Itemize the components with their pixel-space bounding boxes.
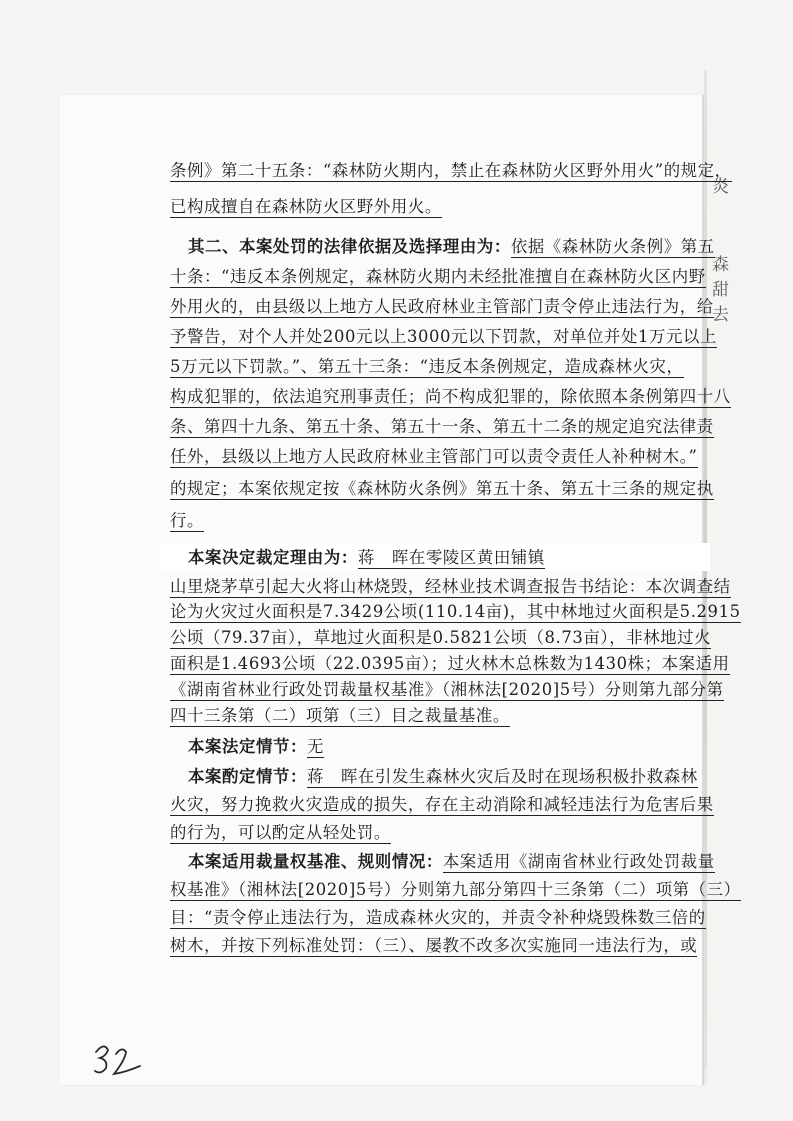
section-heading-discretion-standard [188, 851, 715, 873]
text-line: 公顷（79.37亩），草地过火面积是0.5821公顷（8.73亩），非林地过火 [170, 628, 712, 647]
text-line: 条例》第二十五条：“森林防火期内，禁止在森林防火区野外用火”的规定， [170, 161, 732, 180]
adjacent-char: 去 [712, 305, 729, 325]
section-heading-legal-basis [188, 236, 715, 258]
adjacent-char: 甜 [712, 280, 729, 300]
heading-label: 其二、本案处罚的法律依据及选择理由为： [188, 237, 511, 256]
handwritten-page-number [92, 1038, 162, 1078]
heading-content: 蒋 晖在引发生森林火灾后及时在现场积极扑救森林 [306, 767, 698, 786]
text-line: 任外，县级以上地方人民政府林业主管部门可以责令责任人补种树木。” [170, 447, 698, 466]
section-heading-decision-reason [188, 547, 545, 569]
text-line: 树木，并按下列标准处罚：（三）、屡教不改多次实施同一违法行为，或 [170, 936, 698, 955]
text-line: 条、第四十九条、第五十条、第五十一条、第五十二条的规定追究法律责 [170, 417, 714, 436]
text-line: 十条：“违反本条例规定，森林防火期内未经批准擅自在森林防火区内野 [170, 267, 706, 286]
section-heading-discretionary-circumstances [188, 766, 698, 788]
text-line: 5万元以下罚款。”、第五十三条：“违反本条例规定，造成森林火灾， [170, 357, 684, 376]
page-number-text: 32 [92, 1038, 94, 1039]
text-line: 目：“责令停止违法行为，造成森林火灾的，并责令补种烧毁株数三倍的 [170, 908, 706, 927]
section-heading-statutory-circumstances [188, 736, 324, 758]
heading-content: 无 [306, 737, 324, 756]
heading-content: 蒋 晖在零陵区黄田铺镇 [357, 548, 545, 567]
text-line: 构成犯罪的，依法追究刑事责任；尚不构成犯罪的，除依照本条例第四十八 [170, 387, 731, 406]
heading-content: 依据《森林防火条例》第五 [510, 237, 715, 256]
text-line: 山里烧茅草引起大火将山林烧毁，经林业技术调查报告书结论：本次调查结 [170, 577, 731, 596]
heading-label: 本案酌定情节： [188, 767, 307, 786]
text-line: 四十三条第（二）项第（三）目之裁量基准。 [170, 706, 510, 725]
text-line: 论为火灾过火面积是7.3429公顷(110.14亩)，其中林地过火面积是5.2915 [170, 602, 741, 621]
heading-label: 本案适用裁量权基准、规则情况： [188, 852, 443, 871]
text-line: 《湖南省林业行政处罚裁量权基准》（湘林法[2020]5号）分则第九部分第 [170, 680, 724, 699]
heading-label: 本案法定情节： [188, 737, 307, 756]
adjacent-char: 炎 [712, 177, 729, 197]
text-line: 行。 [170, 511, 204, 530]
text-line: 权基准》（湘林法[2020]5号）分则第九部分第四十三条第（二）项第（三） [170, 880, 741, 899]
heading-content: 本案适用《湖南省林业行政处罚裁量 [442, 852, 715, 871]
heading-label: 本案决定裁定理由为： [188, 548, 358, 567]
adjacent-char: 森 [712, 255, 729, 275]
text-line: 火灾，努力挽救火灾造成的损失，存在主动消除和减轻违法行为危害后果 [170, 795, 714, 814]
text-line: 的行为，可以酌定从轻处罚。 [170, 823, 391, 842]
text-line: 已构成擅自在森林防火区野外用火。 [170, 197, 442, 216]
text-line: 的规定；本案依规定按《森林防火条例》第五十条、第五十三条的规定执 [170, 479, 714, 498]
text-line: 予警告，对个人并处200元以上3000元以下罚款，对单位并处1万元以上 [170, 327, 717, 346]
text-line: 面积是1.4693公顷（22.0395亩）；过火林木总株数为1430株；本案适用 [170, 654, 730, 673]
text-line: 外用火的，由县级以上地方人民政府林业主管部门责令停止违法行为，给 [170, 297, 714, 316]
